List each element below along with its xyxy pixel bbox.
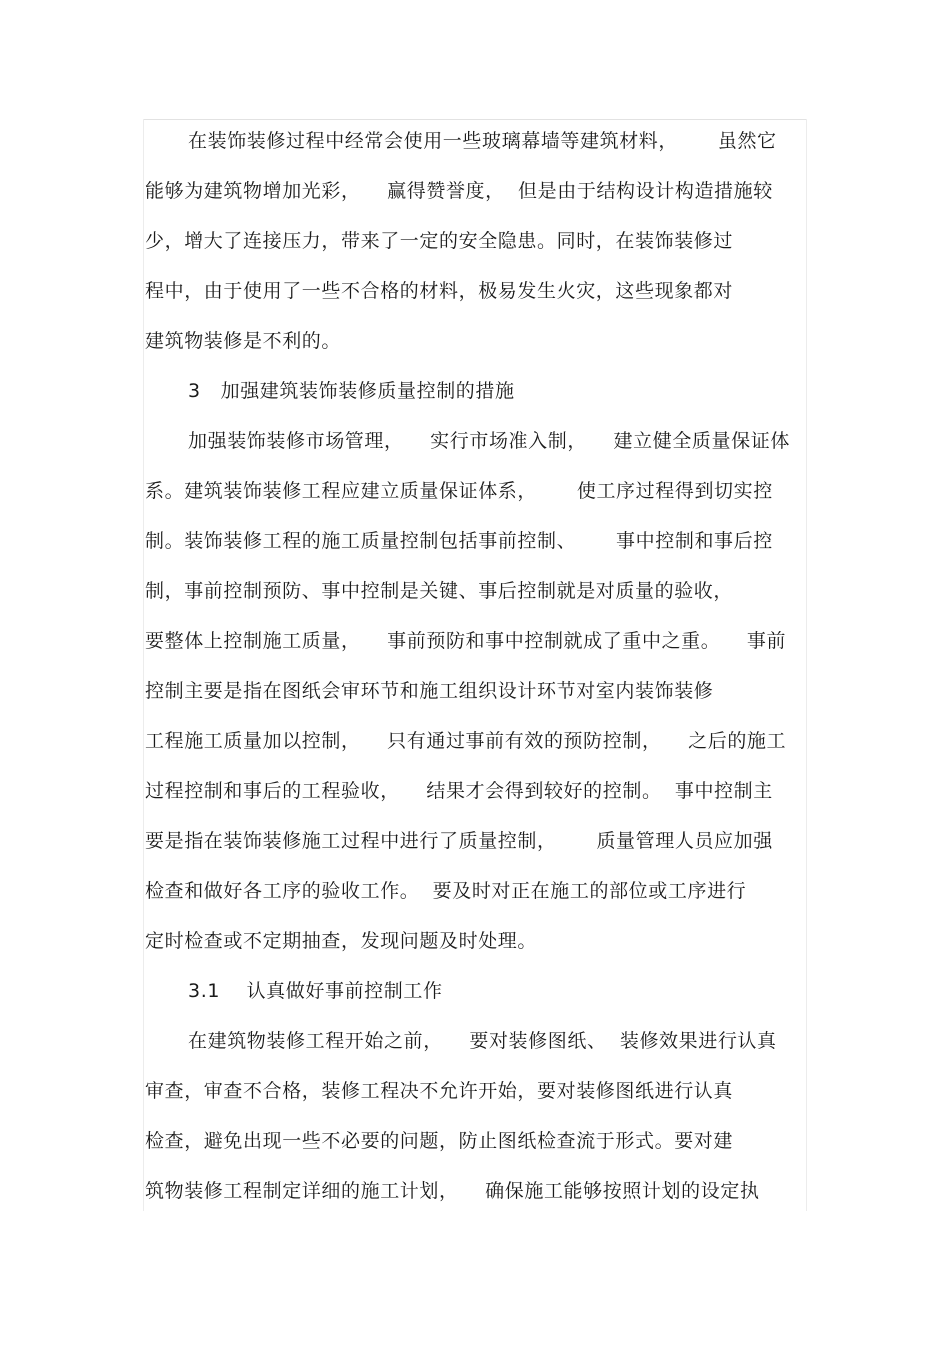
text-line: 加强装饰装修市场管理， 实行市场准入制， 建立健全质量保证体 <box>188 430 790 452</box>
text-line: 过程控制和事后的工程验收， 结果才会得到较好的控制。 事中控制主 <box>145 780 773 802</box>
text-line: 要整体上控制施工质量， 事前预防和事中控制就成了重中之重。 事前 <box>145 630 787 652</box>
text-line: 系。建筑装饰装修工程应建立质量保证体系， 使工序过程得到切实控 <box>145 480 773 502</box>
text-line: 审查，审查不合格，装修工程决不允许开始，要对装修图纸进行认真 <box>145 1080 734 1102</box>
text-line: 建筑物装修是不利的。 <box>145 330 342 352</box>
text-line: 要是指在装饰装修施工过程中进行了质量控制， 质量管理人员应加强 <box>145 830 773 852</box>
text-line: 检查和做好各工序的验收工作。 要及时对正在施工的部位或工序进行 <box>145 880 747 902</box>
section-heading: 3 加强建筑装饰装修质量控制的措施 <box>188 380 515 402</box>
text-line: 在建筑物装修工程开始之前， 要对装修图纸、 装修效果进行认真 <box>188 1030 777 1052</box>
text-line: 少，增大了连接压力，带来了一定的安全隐患。同时，在装饰装修过 <box>145 230 734 252</box>
page-border-right <box>806 119 807 1211</box>
page-border-top <box>143 119 807 120</box>
text-line: 定时检查或不定期抽查，发现问题及时处理。 <box>145 930 538 952</box>
subsection-heading: 3.1 认真做好事前控制工作 <box>188 980 443 1002</box>
text-line: 制。装饰装修工程的施工质量控制包括事前控制、 事中控制和事后控 <box>145 530 773 552</box>
page-border-left <box>143 119 144 1211</box>
text-line: 工程施工质量加以控制， 只有通过事前有效的预防控制， 之后的施工 <box>145 730 787 752</box>
text-line: 制，事前控制预防、事中控制是关键、事后控制就是对质量的验收， <box>145 580 734 602</box>
text-line: 检查，避免出现一些不必要的问题，防止图纸检查流于形式。要对建 <box>145 1130 734 1152</box>
text-line: 控制主要是指在图纸会审环节和施工组织设计环节对室内装饰装修 <box>145 680 714 702</box>
text-line: 在装饰装修过程中经常会使用一些玻璃幕墙等建筑材料， 虽然它 <box>188 130 777 152</box>
text-line: 筑物装修工程制定详细的施工计划， 确保施工能够按照计划的设定执 <box>145 1180 760 1202</box>
text-line: 程中，由于使用了一些不合格的材料，极易发生火灾，这些现象都对 <box>145 280 734 302</box>
text-line: 能够为建筑物增加光彩， 赢得赞誉度， 但是由于结构设计构造措施较 <box>145 180 773 202</box>
